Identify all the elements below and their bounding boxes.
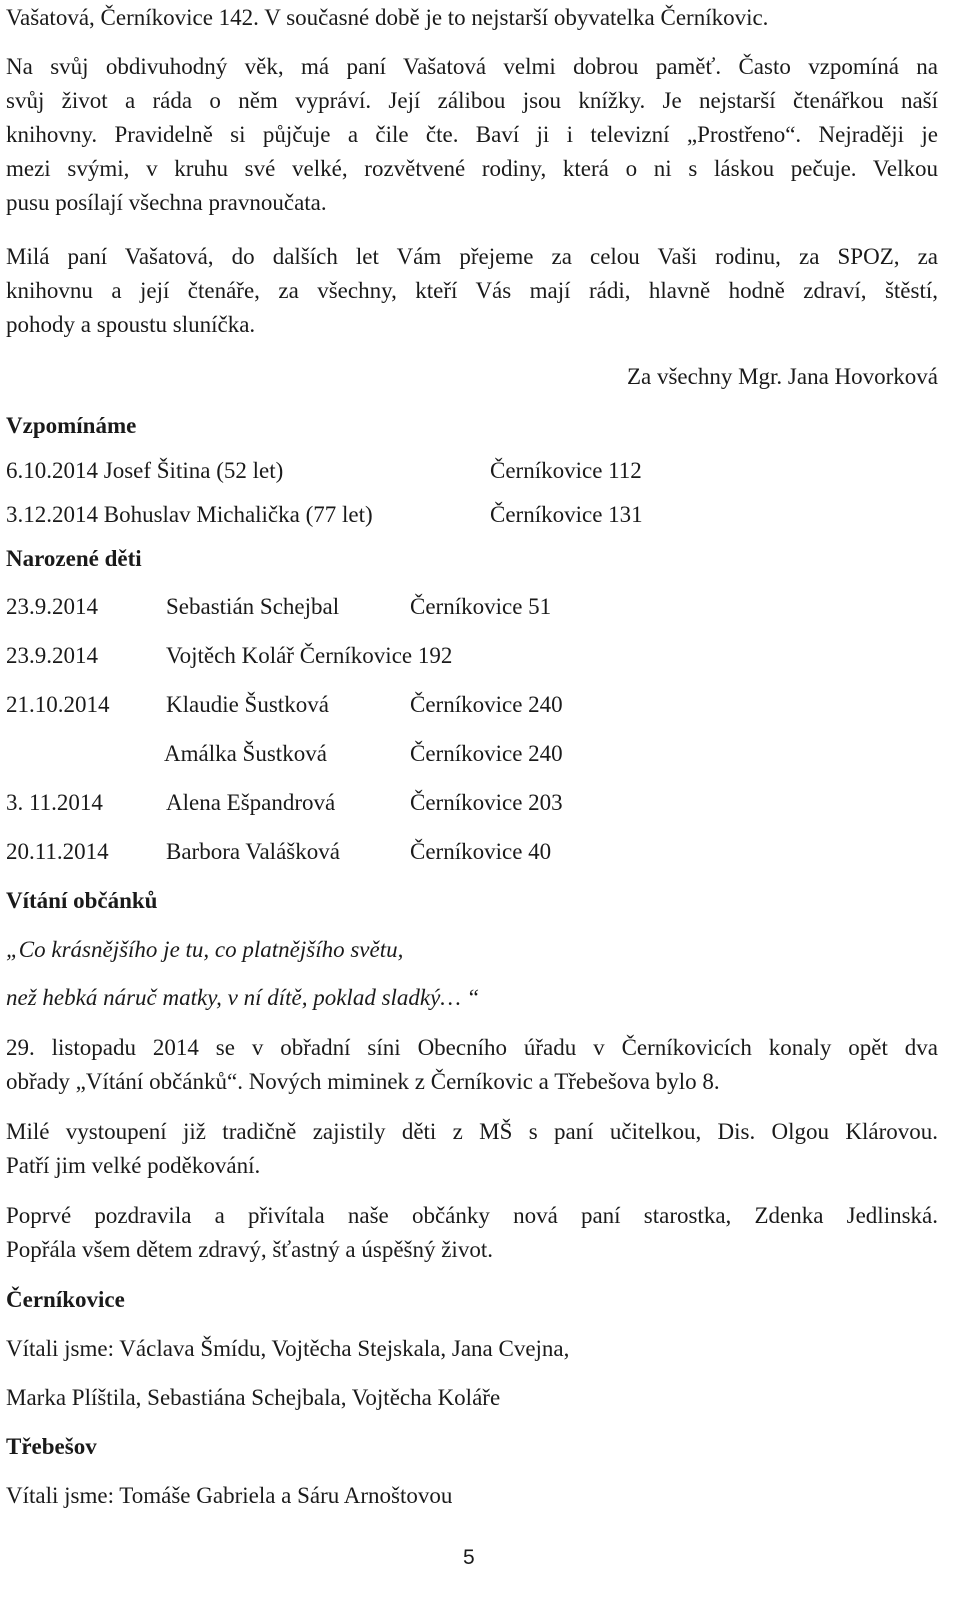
paragraph-line: 29. listopadu 2014 se v obřadní síni Obecního úřadu v Černíkovicích konaly opět dva: [6, 1035, 938, 1060]
births-heading: Narozené děti: [6, 546, 142, 571]
cernikovice-line: Marka Plíštila, Sebastiána Schejbala, Vojtěcha Koláře: [6, 1385, 501, 1410]
birth-date: 21.10.2014: [6, 692, 110, 717]
birth-name: Klaudie Šustková: [166, 692, 329, 717]
paragraph-line: Milá paní Vašatová, do dalších let Vám přejeme za celou Vaši rodinu, za SPOZ, za: [6, 244, 938, 269]
welcome-paragraph: [6, 1199, 938, 1267]
intro-line: Vašatová, Černíkovice 142. V současné době je to nejstarší obyvatelka Černíkovic.: [6, 5, 769, 30]
memorial-entry-text: 6.10.2014 Josef Šitina (52 let): [6, 458, 284, 483]
birth-place: Černíkovice 40: [410, 839, 552, 864]
paragraph-line: knihovnu a její čtenáře, za všechny, kteří Vás mají rádi, hlavně hodně zdraví, štěstí,: [6, 278, 938, 303]
welcome-paragraph: [6, 1031, 938, 1099]
birth-name: Alena Ešpandrová: [166, 790, 336, 815]
birth-date: 20.11.2014: [6, 839, 109, 864]
birth-place: Černíkovice 240: [410, 692, 563, 717]
cernikovice-heading: Černíkovice: [6, 1287, 125, 1312]
poem-line: než hebká náruč matky, v ní dítě, poklad sladký… “: [6, 985, 480, 1010]
welcome-paragraph: [6, 1115, 938, 1183]
wish-paragraph: [6, 240, 938, 342]
page-number: 5: [463, 1546, 475, 1569]
trebesov-line: Vítali jsme: Tomáše Gabriela a Sáru Arnoštovou: [6, 1483, 453, 1508]
paragraph-line: Patří jim velké poděkování.: [6, 1153, 261, 1178]
paragraph-line: pusu posílají všechna pravnoučata.: [6, 190, 327, 215]
paragraph-line: obřady „Vítání občánků“. Nových miminek z Černíkovic a Třebešova bylo 8.: [6, 1069, 720, 1094]
birth-date: 3. 11.2014: [6, 790, 103, 815]
birth-place: Černíkovice 203: [410, 790, 563, 815]
memorial-entry-place: Černíkovice 112: [490, 458, 642, 483]
birth-date: 23.9.2014: [6, 594, 98, 619]
signature: Za všechny Mgr. Jana Hovorková: [626, 364, 938, 389]
paragraph-line: svůj život a ráda o něm vypráví. Její zálibou jsou knížky. Je nejstarší čtenářkou naší: [6, 88, 938, 113]
cernikovice-line: Vítali jsme: Václava Šmídu, Vojtěcha Stejskala, Jana Cvejna,: [6, 1336, 570, 1361]
birth-name: Amálka Šustková: [164, 741, 327, 766]
paragraph-line: mezi svými, v kruhu své velké, rozvětvené rodiny, která o ni s láskou pečuje. Velkou: [6, 156, 938, 181]
birth-name: Sebastián Schejbal: [166, 594, 340, 619]
paragraph-line: Na svůj obdivuhodný věk, má paní Vašatová velmi dobrou paměť. Často vzpomíná na: [6, 54, 938, 79]
trebesov-heading: Třebešov: [6, 1434, 97, 1459]
memorial-heading: Vzpomínáme: [6, 413, 137, 438]
poem-line: „Co krásnějšího je tu, co platnějšího světu,: [6, 937, 404, 962]
birth-place: Černíkovice 51: [410, 594, 552, 619]
paragraph-line: Milé vystoupení již tradičně zajistily děti z MŠ s paní učitelkou, Dis. Olgou Klárovou.: [6, 1119, 938, 1144]
birth-name: Barbora Valášková: [166, 839, 340, 864]
memorial-entry-place: Černíkovice 131: [490, 502, 643, 527]
paragraph-line: knihovny. Pravidelně si půjčuje a čile čte. Baví ji i televizní „Prostřeno“. Nejraději je: [6, 122, 938, 147]
birth-name: Vojtěch Kolář Černíkovice 192: [166, 643, 453, 668]
birth-date: 23.9.2014: [6, 643, 98, 668]
paragraph-line: pohody a spoustu sluníčka.: [6, 312, 256, 337]
paragraph-line: Popřála všem dětem zdravý, šťastný a úspěšný život.: [6, 1237, 493, 1262]
welcome-heading: Vítání občánků: [6, 888, 158, 913]
intro-paragraph: [6, 50, 938, 220]
memorial-entry-text: 3.12.2014 Bohuslav Michalička (77 let): [6, 502, 373, 527]
birth-place: Černíkovice 240: [410, 741, 563, 766]
paragraph-line: Poprvé pozdravila a přivítala naše občánky nová paní starostka, Zdenka Jedlinská.: [6, 1203, 938, 1228]
